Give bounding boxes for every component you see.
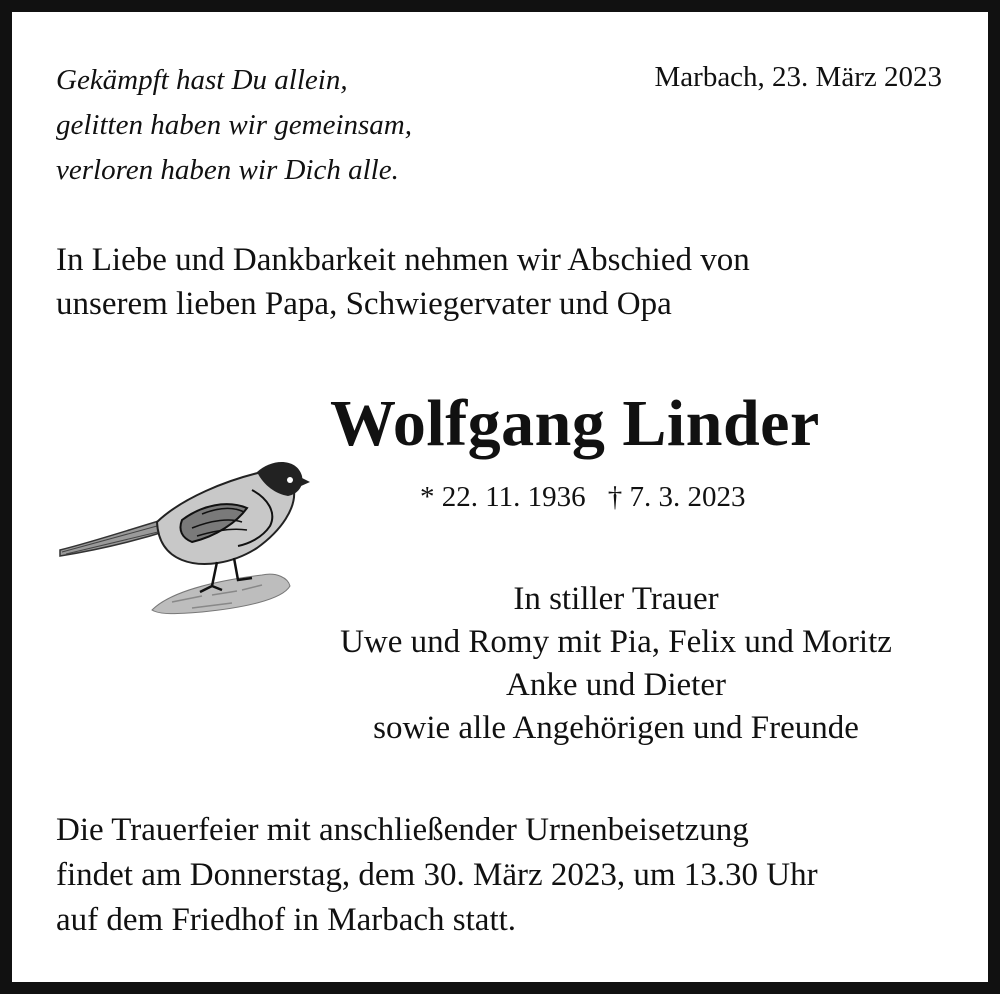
service-info	[56, 808, 818, 943]
mourners-line: Uwe und Romy mit Pia, Felix und Moritz	[340, 624, 892, 660]
place-date: Marbach, 23. März 2023	[654, 61, 942, 93]
quote-line: Gekämpft hast Du allein,	[56, 64, 348, 96]
quote-line: gelitten haben wir gemeinsam,	[56, 109, 413, 141]
life-dates	[420, 478, 745, 516]
service-line: findet am Donnerstag, dem 30. März 2023, um 13.30 Uhr	[56, 857, 818, 893]
intro-text	[56, 238, 750, 326]
intro-line: In Liebe und Dankbarkeit nehmen wir Abschied von	[56, 242, 750, 278]
intro-line: unserem lieben Papa, Schwiegervater und Opa	[56, 286, 672, 322]
quote	[56, 58, 412, 193]
quote-line: verloren haben wir Dich alle.	[56, 154, 399, 186]
service-line: Die Trauerfeier mit anschließender Urnenbeisetzung	[56, 812, 749, 848]
mourners	[286, 578, 946, 750]
mourners-line: Anke und Dieter	[506, 667, 726, 703]
service-line: auf dem Friedhof in Marbach statt.	[56, 902, 517, 938]
deceased-name: Wolfgang Linder	[330, 387, 820, 460]
mourners-line: sowie alle Angehörigen und Freunde	[373, 710, 859, 746]
birth-date: * 22. 11. 1936	[420, 481, 586, 513]
bird-illustration	[52, 450, 312, 620]
mourners-line: In stiller Trauer	[513, 581, 719, 617]
death-date: † 7. 3. 2023	[607, 481, 746, 513]
